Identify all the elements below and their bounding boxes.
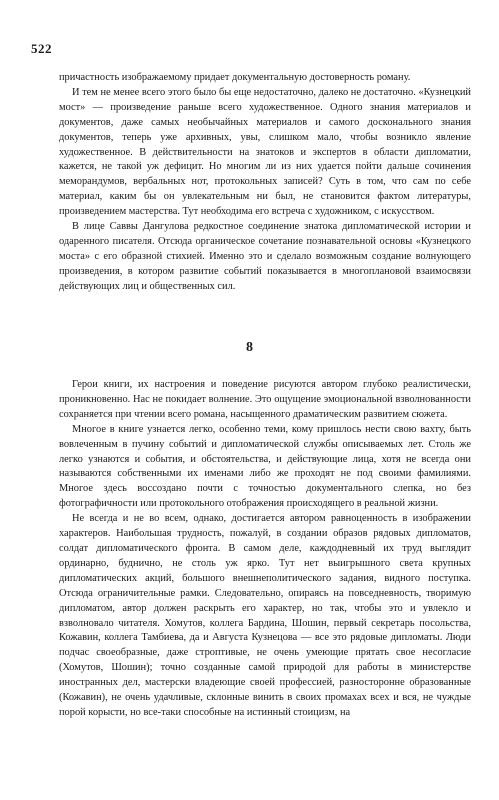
paragraph: Многое в книге узнается легко, особенно теми, кому пришлось нести свою вахту, быть вовлеченным в пучину событий и дипломатической службы описываемых лет. Столь же легко узнаются и события, и обстоятельства, и действующие лица, хотя не всегда они называются собственными их именами либо же проходят не под своими фамилиями. Многое здесь воссоздано почти с точностью документального слепка, но без фотографичности или протокольного отображения происходящего в реальной жизни. — [59, 423, 471, 510]
paragraph: И тем не менее всего этого было бы еще недостаточно, далеко не достаточно. «Кузнецкий мост» — произведение раньше всего художественное. Одного знания материалов и документов, даже самых необычайных материалов и самого досконального знания документов, теперь уже архивных, увы, слишком мало, чтобы возникло явление художественное. В действительности на знатоков и экспертов в области дипломатии, кажется, не такой уж дефицит. Но многим ли из них удается пойти дальше сочинения меморандумов, вербальных нот, протокольных записей? Суть в том, что сам по себе материал, каким бы он увлекательным ни был, не становится фактом литературы, произведением мастерства. Тут необходима его встреча с художником, с искусством. — [59, 86, 471, 218]
text-block-upper — [59, 71, 471, 295]
paragraph: В лице Саввы Дангулова редкостное соединение знатока дипломатической истории и одаренного писателя. Отсюда органическое сочетание познавательной основы «Кузнецкого моста» с его образной стихией. Именно это и сделало возможным создание волнующего произведения, в котором развитие событий показывается в многоплановой взаимосвязи действующих лиц и общественных сил. — [59, 221, 471, 292]
paragraph: Герои книги, их настроения и поведение рисуются автором глубоко реалистически, проникновенно. Нас не покидает волнение. Это ощущение эмоциональной взволнованности сохраняется при чтении всего романа, насыщенного драматическим развитием сюжета. — [59, 379, 471, 420]
paragraph: причастность изображаемому придает документальную достоверность роману. — [59, 72, 411, 83]
section-number: 8 — [246, 340, 253, 355]
paragraph: Не всегда и не во всем, однако, достигается автором равноценность в изображении характеров. Наибольшая трудность, пожалуй, в создании образов рядовых дипломатов, солдат дипломатического фронта. В самом деле, каждодневный их труд выглядит ординарно, буднично, не столь уж ярко. Тут нет выигрышного света крупных дипломатических акций, большого внешнеполитического задания, видного поступка. Отсюда ограничительные рамки. Следовательно, опираясь на повседневность, творимую дипломатом, автор должен раскрыть его характер, но так, чтобы это и увлекло и взволновало читателя. Хомутов, коллега Бардина, Шошин, первый секретарь посольства, Кожавин, коллега Тамбиева, да и Августа Кузнецова — все это рядовые дипломаты. Люди подчас своеобразные, даже строптивые, не очень умеющие прятать свое несогласие (Хомутов, Шошин); точно созданные самой природой для работы в министерстве иностранных дел, мастерски владеющие своей профессией, разносторонне образованные (Кожавин), не очень удачливые, склонные винить в своих промахах всех и вся, не чуждые порой корысти, но все-таки способные на истинный стоицизм, на — [59, 513, 471, 718]
page-number: 522 — [31, 41, 52, 56]
text-block-lower — [59, 378, 471, 721]
